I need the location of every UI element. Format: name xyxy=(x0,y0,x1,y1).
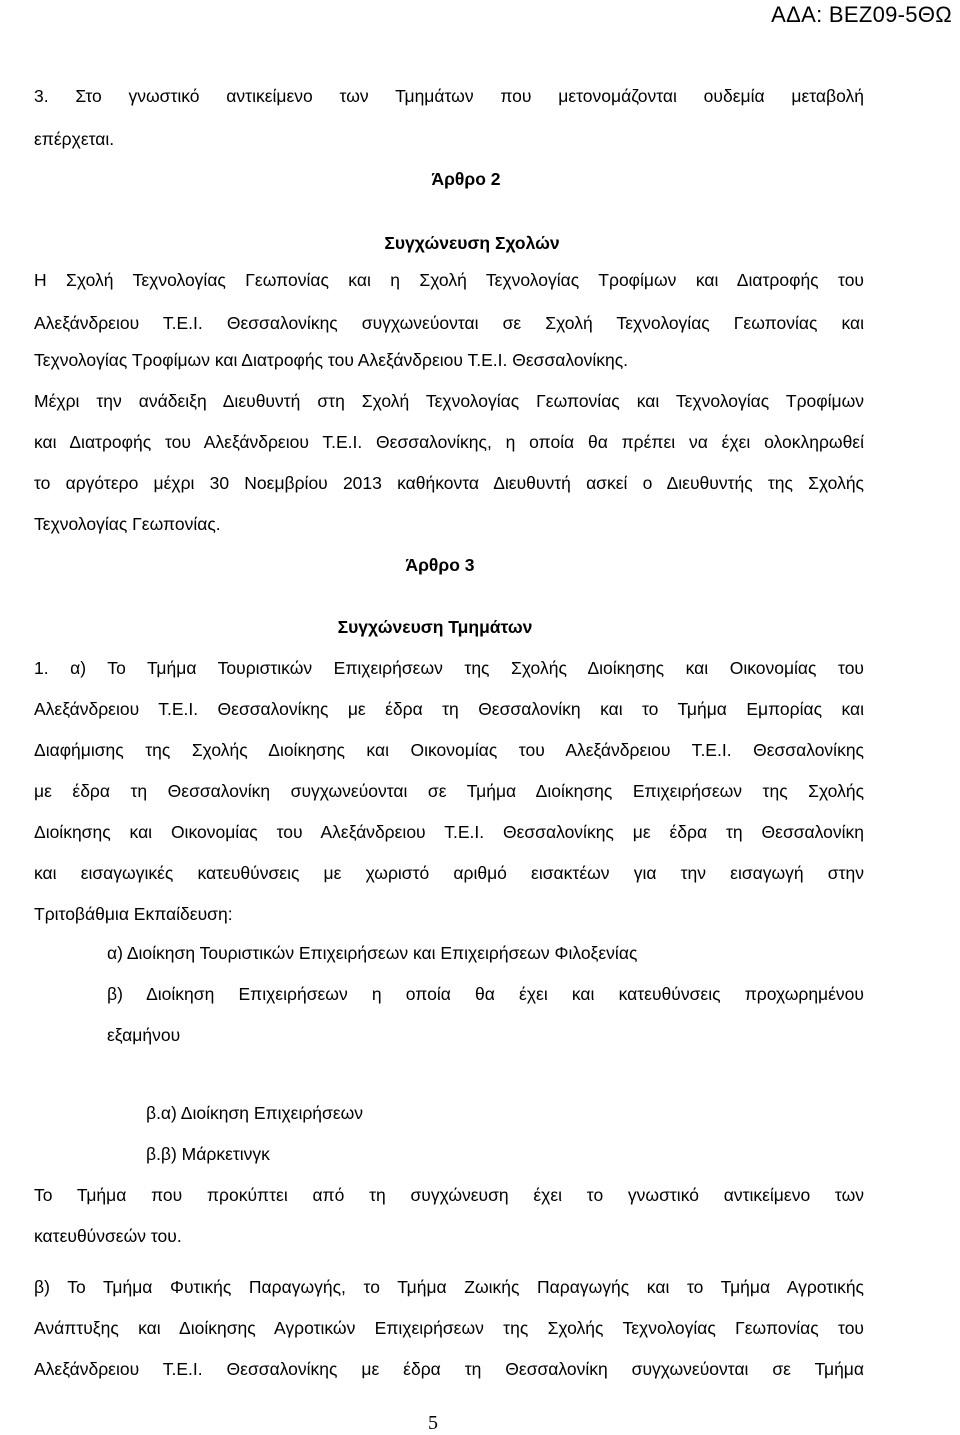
body-line: Αλεξάνδρειου Τ.Ε.Ι. Θεσσαλονίκης συγχωνεύονται σε Σχολή Τεχνολογίας Γεωπονίας και xyxy=(34,313,864,333)
body-line: Τεχνολογίας Τροφίμων και Διατροφής του Αλεξάνδρειου Τ.Ε.Ι. Θεσσαλονίκης. xyxy=(34,350,629,370)
article-subheading: Συγχώνευση Τμημάτων xyxy=(337,617,533,637)
body-line: Αλεξάνδρειου Τ.Ε.Ι. Θεσσαλονίκης με έδρα τη Θεσσαλονίκη και το Τμήμα Εμπορίας και xyxy=(34,699,864,719)
body-line: και εισαγωγικές κατευθύνσεις με χωριστό αριθμό εισακτέων για την εισαγωγή στην xyxy=(34,863,864,883)
body-line: το αργότερο μέχρι 30 Νοεμβρίου 2013 καθήκοντα Διευθυντή ασκεί ο Διευθυντής της Σχολής xyxy=(34,473,864,493)
body-line: β) Το Τμήμα Φυτικής Παραγωγής, το Τμήμα Ζωικής Παραγωγής και το Τμήμα Αγροτικής xyxy=(34,1277,864,1297)
body-line: και Διατροφής του Αλεξάνδρειου Τ.Ε.Ι. Θεσσαλονίκης, η οποία θα πρέπει να έχει ολοκληρωθεί xyxy=(34,432,864,452)
body-line: Μέχρι την ανάδειξη Διευθυντή στη Σχολή Τεχνολογίας Γεωπονίας και Τεχνολογίας Τροφίμων xyxy=(34,391,864,411)
body-line: Αλεξάνδρειου Τ.Ε.Ι. Θεσσαλονίκης με έδρα τη Θεσσαλονίκη συγχωνεύονται σε Τμήμα xyxy=(34,1359,864,1379)
article-heading: Άρθρο 3 xyxy=(405,555,475,575)
body-line: Τεχνολογίας Γεωπονίας. xyxy=(34,514,221,534)
body-line: Διαφήμισης της Σχολής Διοίκησης και Οικονομίας του Αλεξάνδρειου Τ.Ε.Ι. Θεσσαλονίκης xyxy=(34,740,864,760)
sub-list-item: β.α) Διοίκηση Επιχειρήσεων xyxy=(146,1103,364,1123)
sub-list-item: β.β) Μάρκετινγκ xyxy=(146,1144,270,1164)
article-subheading: Συγχώνευση Σχολών xyxy=(384,233,560,253)
ada-code: ΑΔΑ: ΒΕΖ09-5ΘΩ xyxy=(771,2,952,27)
body-line: 3. Στο γνωστικό αντικείμενο των Τμημάτων που μετονομάζονται ουδεμία μεταβολή xyxy=(34,86,864,106)
body-line: Διοίκησης και Οικονομίας του Αλεξάνδρειου Τ.Ε.Ι. Θεσσαλονίκης με έδρα τη Θεσσαλονίκη xyxy=(34,822,864,842)
body-line: κατευθύνσεών του. xyxy=(34,1226,182,1246)
body-line: Η Σχολή Τεχνολογίας Γεωπονίας και η Σχολή Τεχνολογίας Τροφίμων και Διατροφής του xyxy=(34,270,864,290)
body-line: επέρχεται. xyxy=(34,129,115,149)
body-line: 1. α) Το Τμήμα Τουριστικών Επιχειρήσεων της Σχολής Διοίκησης και Οικονομίας του xyxy=(34,658,864,678)
body-line: με έδρα τη Θεσσαλονίκη συγχωνεύονται σε Τμήμα Διοίκησης Επιχειρήσεων της Σχολής xyxy=(34,781,864,801)
body-line: Ανάπτυξης και Διοίκησης Αγροτικών Επιχειρήσεων της Σχολής Τεχνολογίας Γεωπονίας του xyxy=(34,1318,864,1338)
page-number: 5 xyxy=(428,1412,438,1434)
body-line: Τριτοβάθμια Εκπαίδευση: xyxy=(34,904,233,924)
list-item: α) Διοίκηση Τουριστικών Επιχειρήσεων και Επιχειρήσεων Φιλοξενίας xyxy=(107,943,638,963)
article-heading: Άρθρο 2 xyxy=(431,169,501,189)
list-item: β) Διοίκηση Επιχειρήσεων η οποία θα έχει και κατευθύνσεις προχωρημένου xyxy=(107,984,864,1004)
list-item: εξαμήνου xyxy=(107,1025,181,1045)
body-line: Το Τμήμα που προκύπτει από τη συγχώνευση έχει το γνωστικό αντικείμενο των xyxy=(34,1185,864,1205)
